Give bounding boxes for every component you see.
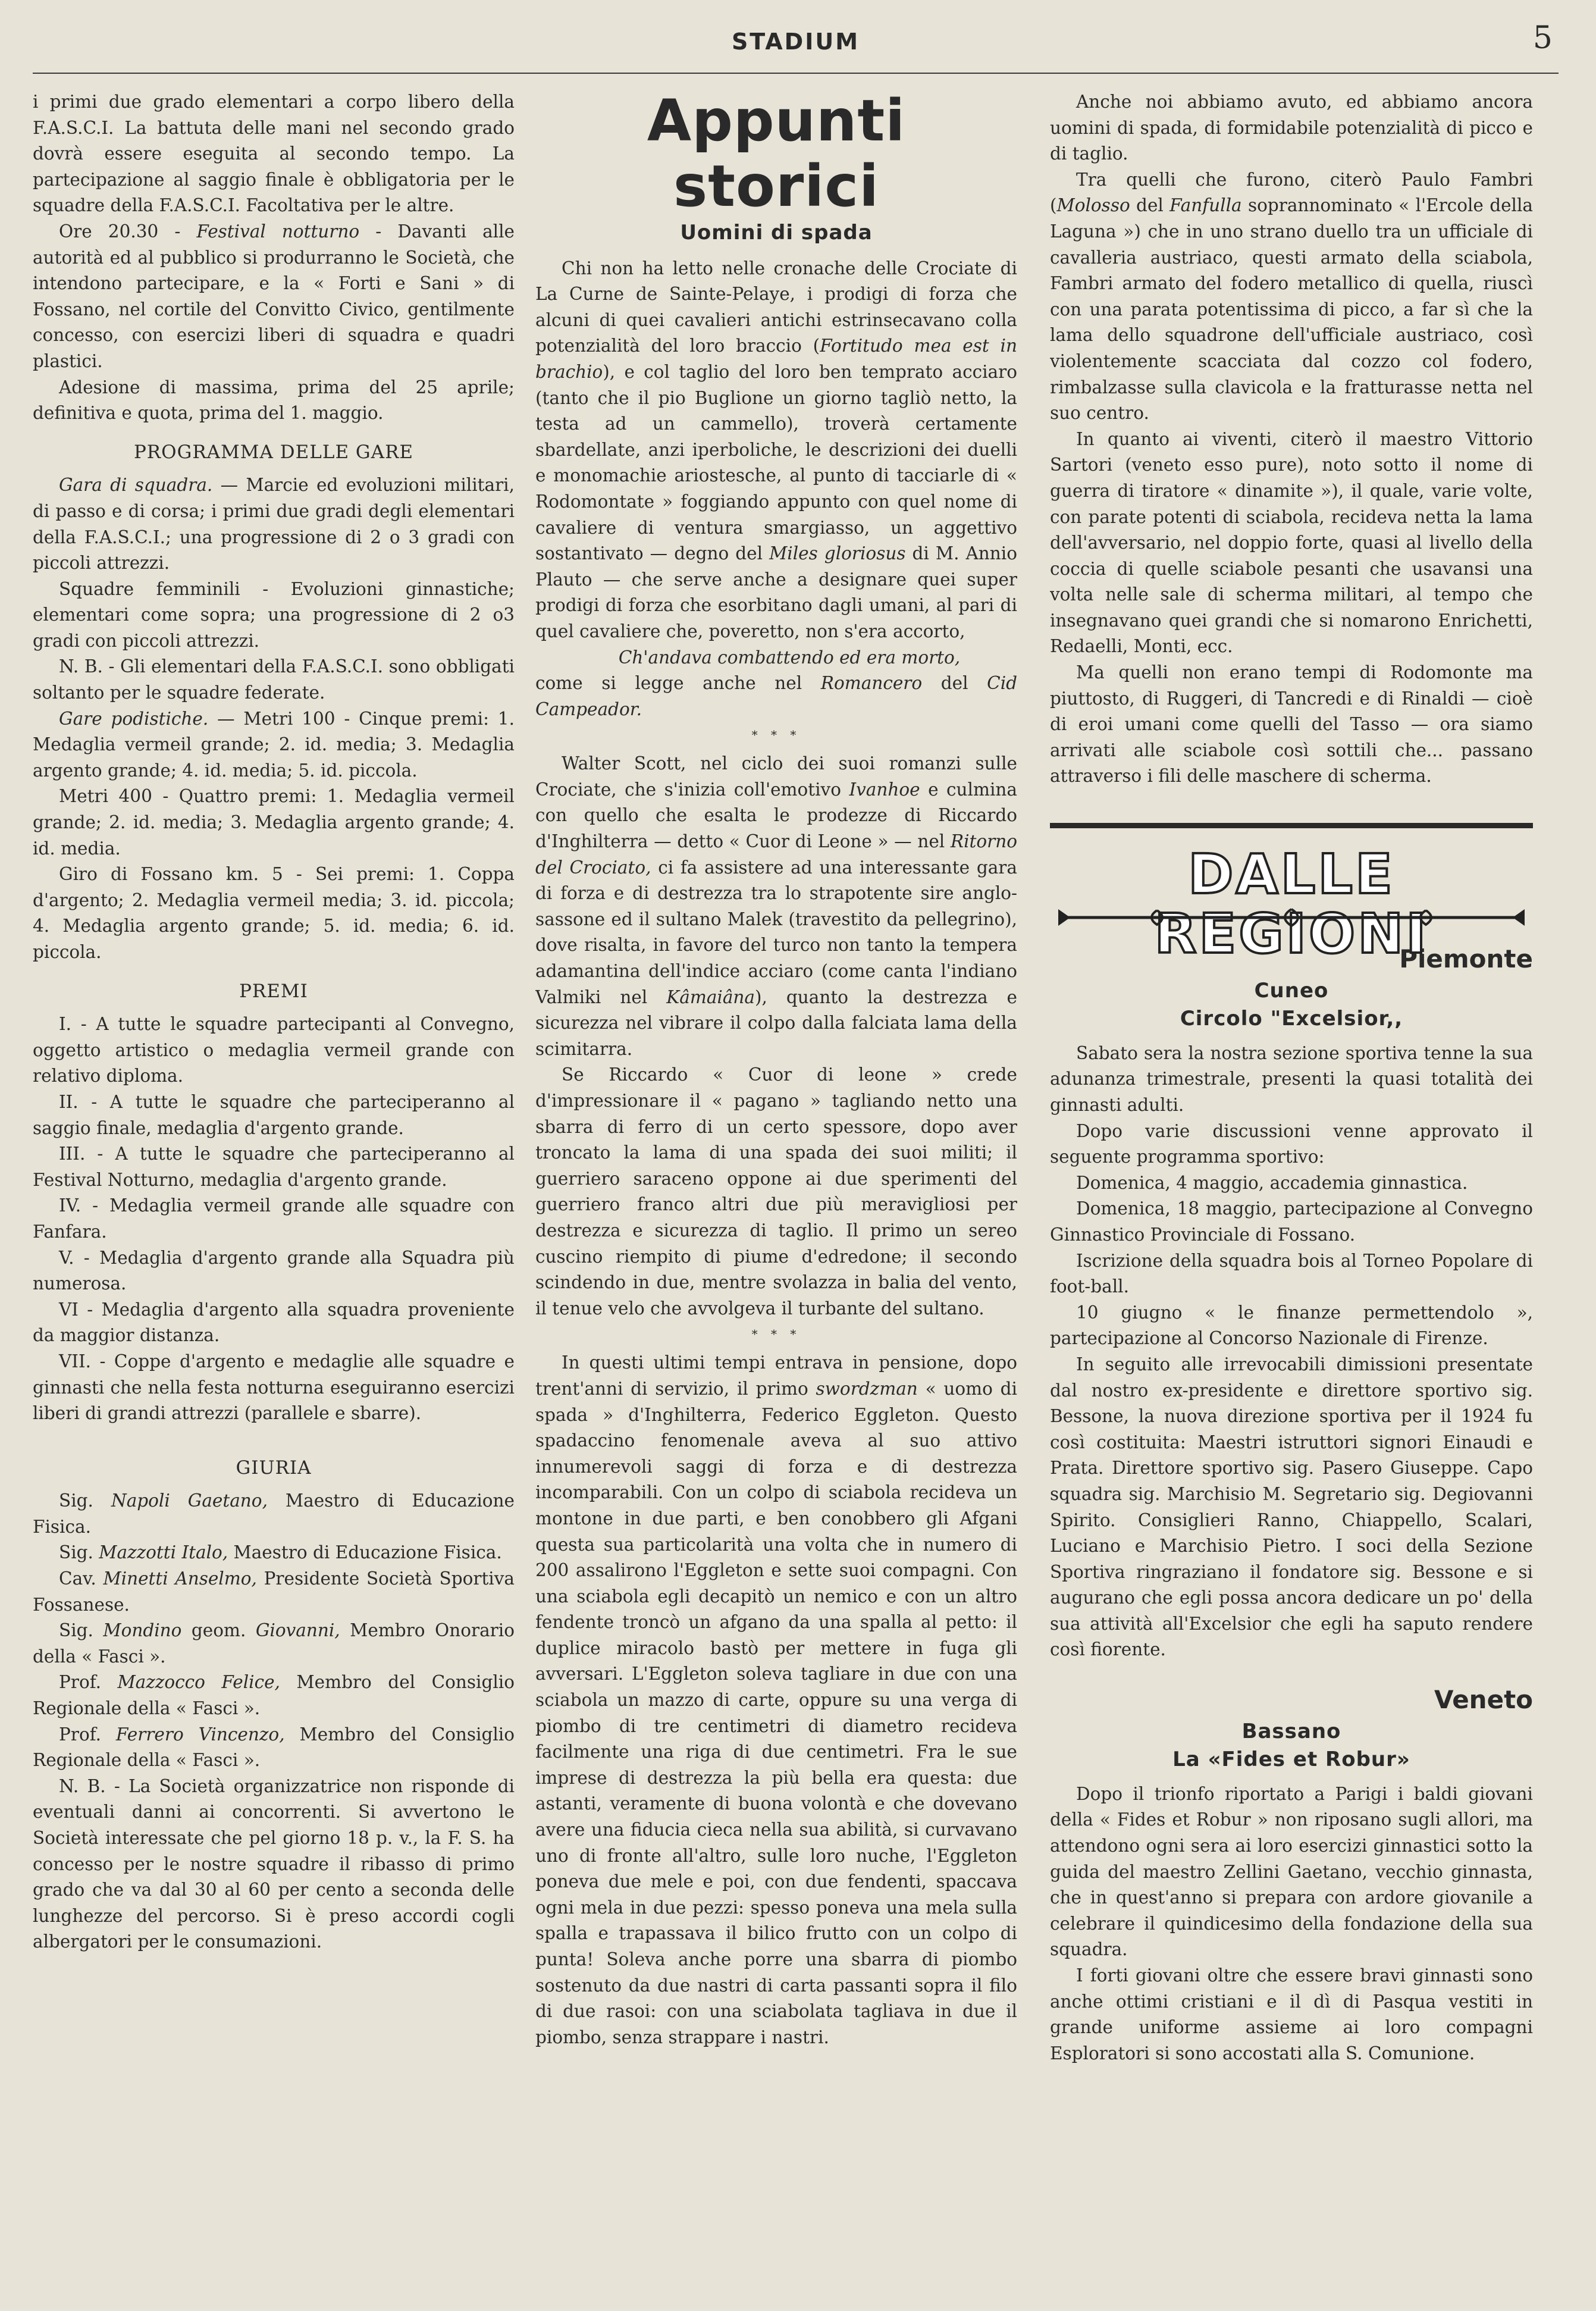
paragraph: Metri 400 - Quattro premi: 1. Medaglia vermeil grande; 2. id. media; 3. Medaglia argento grande; 4. id. media. (33, 786, 515, 859)
paragraph: Adesione di massima, prima del 25 aprile; definitiva e quota, prima del 1. maggio. (33, 377, 515, 424)
section-stars: * * * (751, 1327, 801, 1342)
paragraph: Sabato sera la nostra sezione sportiva tenne la sua adunanza trimestrale, presenti la quasi totalità dei ginnasti adulti. (1050, 1042, 1533, 1115)
paragraph: In quanto ai viventi, citerò il maestro Vittorio Sartori (veneto esso pure), noto sotto il nome di guerra di tiratore « dinamite »), il quale, varie volte, con parate potenti di sciabola, recideva netta la lama dell'avversario, nel doppio forte, quasi al livello della coccia di quelle sciabole pesanti che usavansi una volta nelle sale di scherma militari, al tempo che insegnavano quei grandi che si nomarono Enrichetti, Redaelli, Monti, ecc. (1050, 428, 1533, 657)
header-rule (33, 73, 1559, 74)
paragraph: Gare podistiche. — Metri 100 - Cinque premi: 1. Medaglia vermeil grande; 2. id. media; 3. Medaglia argento grande; 4. id. media; 5. id. piccola. (33, 708, 515, 781)
paragraph: N. B. - Gli elementari della F.A.S.C.I. sono obbligati soltanto per le squadre federate. (33, 656, 515, 703)
club-heading: La «Fides et Robur» (1172, 1748, 1410, 1772)
prize-item: VI - Medaglia d'argento alla squadra proveniente da maggior distanza. (33, 1299, 515, 1346)
jury-item: Sig. Mondino geom. Giovanni, Membro Onorario della « Fasci ». (33, 1620, 515, 1667)
paragraph: Dopo varie discussioni venne approvato il seguente programma sportivo: (1050, 1120, 1533, 1167)
paragraph: 10 giugno « le finanze permettendolo », partecipazione al Concorso Nazionale di Firenze. (1050, 1302, 1533, 1349)
paragraph: come si legge anche nel Romancero del Cid Campeador. (535, 673, 1017, 719)
paragraph: Tra quelli che furono, citerò Paulo Fambri (Molosso del Fanfulla soprannominato « l'Ercole della Laguna ») che in uno strano duello tra un ufficiale di cavalleria austriaco, questi armato della sciabola, Fambri armato del fodero metallico di quella, riuscì con una parata potentissima di picco, a far sì che la lama dello squadrone dell'ufficiale austriaco, così violentemente scacciata dal cozzo col fodero, rimbalzasse sulla clavicola e la fratturasse netta nel suo centro. (1050, 169, 1533, 424)
article-subtitle: Uomini di spada (680, 221, 873, 245)
jury-item: Prof. Mazzocco Felice, Membro del Consiglio Regionale della « Fasci ». (33, 1672, 515, 1719)
paragraph: i primi due grado elementari a corpo libero della F.A.S.C.I. La battuta delle mani nel secondo grado dovrà essere eseguita al secondo tempo. La partecipazione al saggio finale è obbligatoria per le squadre della F.A.S.C.I. Facoltativa per le altre. (33, 92, 515, 216)
verse-line: Ch'andava combattendo ed era morto, (618, 647, 961, 668)
section-stars: * * * (751, 728, 801, 743)
place-heading: Cuneo (1254, 978, 1329, 1003)
column-right (1050, 89, 1533, 2234)
paragraph: Ma quelli non erano tempi di Rodomonte ma piuttosto, di Ruggeri, di Tancredi e di Rinaldi — cioè di eroi umani come quelli del Tasso — ora siamo arrivati alle sciabole così sottili che... passano attraverso i fili delle maschere di scherma. (1050, 662, 1533, 787)
paragraph: Giro di Fossano km. 5 - Sei premi: 1. Coppa d'argento; 2. Medaglia vermeil media; 3. id. piccola; 4. Medaglia argento grande; 5. id. media; 6. id. piccola. (33, 864, 515, 962)
region-heading: Veneto (1434, 1685, 1533, 1715)
paragraph: Iscrizione della squadra bois al Torneo Popolare di foot-ball. (1050, 1250, 1533, 1297)
jury-item: Prof. Ferrero Vincenzo, Membro del Consiglio Regionale della « Fasci ». (33, 1724, 515, 1771)
paragraph: Domenica, 4 maggio, accademia ginnastica. (1076, 1172, 1468, 1193)
paragraph: Squadre femminili - Evoluzioni ginnastiche; elementari come sopra; una progressione di 2 o3 gradi con piccoli attrezzi. (33, 578, 515, 651)
jury-item: Sig. Mazzotti Italo, Maestro di Educazione Fisica. (59, 1542, 502, 1563)
article-title: Appunti storici (647, 88, 906, 220)
prize-item: V. - Medaglia d'argento grande alla Squadra più numerosa. (33, 1247, 515, 1294)
paragraph: In seguito alle irrevocabili dimissioni presentate dal nostro ex-presidente e direttore sportivo sig. Bessone, la nuova direzione sportiva per il 1924 fu così costituita: Maestri istruttori signori Einaudi e Prata. Direttore sportivo sig. Pasero Giuseppe. Capo squadra sig. Marchisio M. Segretario sig. Degiovanni Spirito. Consiglieri Ranno, Chiappello, Scalari, Luciano e Marchisio Pietro. I soci della Sezione Sportiva ringraziano il fondatore sig. Bessone e si augurano che egli possa ancora dedicare un po' della sua attività all'Excelsior che egli ha saputo rendere così fiorente. (1050, 1354, 1533, 1660)
paragraph: Se Riccardo « Cuor di leone » crede d'impressionare il « pagano » tagliando netto una sbarra di ferro di un certo spessore, dopo aver troncato la lama di una spada dei suoi militi; il guerriero saraceno oppone ai due sperimenti del guerriero franco altri due più meravigliosi per destrezza e sicurezza di taglio. Il primo un sereo cuscino riempito di piume d'edredone; il secondo scindendo in due, mentre svolazza in balia del vento, il tenue velo che avvolgeva il turbante del sultano. (535, 1064, 1017, 1319)
prize-item: III. - A tutte le squadre che parteciperanno al Festival Notturno, medaglia d'argento grande. (33, 1144, 515, 1190)
page-number: 5 (1532, 20, 1553, 56)
prize-item: VII. - Coppe d'argento e medaglie alle squadre e ginnasti che nella festa notturna eseguiranno esercizi liberi di grandi attrezzi (parallele e sbarre). (33, 1351, 515, 1424)
paragraph: Gara di squadra. — Marcie ed evoluzioni militari, di passo e di corsa; i primi due gradi degli elementari della F.A.S.C.I.; una progressione di 2 o 3 gradi con piccoli attrezzi. (33, 475, 515, 574)
paragraph: In questi ultimi tempi entrava in pensione, dopo trent'anni di servizio, il primo swordzman « uomo di spada » d'Inghilterra, Federico Eggleton. Questo spadaccino fenomenale aveva al suo attivo innumerevoli saggi di forza e di destrezza incomparabili. Con un colpo di sciabola recideva un montone in due parti, e ben conobbero gli Afgani questa sua particolarità una volta che in numero di 200 assalirono l'Eggleton e sette suoi compagni. Con una sciabola egli decapitò un nemico e con un altro fendente troncò un afgano da una spalla al petto: il duplice miracolo bastò per mettere in fuga gli avversari. L'Eggleton soleva tagliare in due con una sciabola un mazzo di carte, oppure su una verga di piombo di tre centimetri di diametro recideva facilmente una riga di due centimetri. Fra le sue imprese di destrezza la più bella era questa: due astanti, veramente di buona volontà e che dovevano avere una fiducia cieca nella sua abilità, si curvavano uno di fronte all'altro, sulle loro nuche, l'Eggleton poneva due mele e poi, con due fendenti, spaccava ogni mela in due pezzi: spesso poneva una mela sulla spalla e trapassava il bilico frutto con un colpo di punta! Soleva anche porre una sbarra di piombo sostenuto da due nastri di carta passanti sopra il filo di due rasoi: con una sciabolata tagliava in due il piombo, senza strappare i nastri. (535, 1352, 1017, 2047)
column-left (33, 89, 515, 2234)
paragraph: Anche noi abbiamo avuto, ed abbiamo ancora uomini di spada, di formidabile potenzialità di picco e di taglio. (1050, 92, 1533, 164)
jury-item: Sig. Napoli Gaetano, Maestro di Educazione Fisica. (33, 1490, 515, 1537)
prize-item: IV. - Medaglia vermeil grande alle squadre con Fanfara. (33, 1195, 515, 1242)
prize-item: I. - A tutte le squadre partecipanti al Convegno, oggetto artistico o medaglia vermeil grande con relativo diploma. (33, 1014, 515, 1086)
heading-premi: PREMI (239, 980, 308, 1002)
heading-programma: PROGRAMMA DELLE GARE (133, 441, 414, 463)
paragraph: N. B. - La Società organizzatrice non risponde di eventuali danni ai concorrenti. Si avvertono le Società interessate che pel giorno 18 p. v., la F. S. ha concesso per le nostre squadre il ribasso di primo grado che va dal 30 al 60 per cento a seconda delle lunghezze del percorso. Si è preso accordi cogli albergatori per le consumazioni. (33, 1775, 515, 1952)
region-heading: Piemonte (1399, 944, 1533, 974)
prize-item: II. - A tutte le squadre che parteciperanno al saggio finale, medaglia d'argento grande. (33, 1091, 515, 1138)
club-heading: Circolo "Excelsior,, (1180, 1007, 1403, 1031)
page-header (33, 20, 1559, 65)
paragraph: Chi non ha letto nelle cronache delle Crociate di La Curne de Sainte-Pelaye, i prodigi di forza che alcuni di quei cavalieri antichi estrinsecavano colla potenzialità del loro braccio (Fortitudo mea est in brachio), e col taglio del loro ben temprato acciaro (tanto che il pio Buglione un giorno tagliò netto, la testa ad un cammello), troverà certamente sbardellate, anzi iperboliche, le descrizioni dei duelli e monomachie ariostesche, al punto di tacciarle di « Rodomontate » foggiando appunto con quel nome di cavaliere di ventura smargiasso, un aggettivo sostantivato — degno del Miles gloriosus di M. Annio Plauto — che serve anche a designare quei super prodigi di forza che esorbitano dagli umani, al pari di quel cavaliere che, poveretto, non s'era accorto, (535, 258, 1017, 641)
ornament-rule-icon (1050, 904, 1533, 931)
paragraph: Ore 20.30 - Festival notturno - Davanti alle autorità ed al pubblico si produrranno le Società, che intendono partecipare, e la « Forti e Sani » di Fossano, nel cortile del Convitto Civico, gentilmente concesso, con esercizi liberi di squadra e quadri plastici. (33, 221, 515, 371)
heading-giuria: GIURIA (236, 1457, 312, 1479)
place-heading: Bassano (1241, 1719, 1341, 1743)
column-center (535, 88, 1017, 2234)
paragraph: Dopo il trionfo riportato a Parigi i baldi giovani della « Fides et Robur » non riposano sugli allori, ma attendono ogni sera ai loro esercizi ginnastici sotto la guida del maestro Zellini Gaetano, vecchio ginnasta, che in quest'anno si prepara con ardore giovanile a celebrare il quindicesimo della fondazione della sua squadra. (1050, 1783, 1533, 1960)
paragraph: Walter Scott, nel ciclo dei suoi romanzi sulle Crociate, che s'inizia coll'emotivo Ivanhoe e culmina con quello che esalta le prodezze di Riccardo d'Inghilterra — detto « Cuor di Leone » — nel Ritorno del Crociato, ci fa assistere ad una interessante gara di forza e di destrezza tra lo strapotente sire anglo-sassone ed il sultano Malek (travestito da pellegrino), dove risalta, in favore del turco non tanto la tempera adamantina dell'indice acciaro (come canta l'indiano Valmiki nel Kâmaiâna), quanto la destrezza e sicurezza nel vibrare il colpo dalla falciata lama della scimitarra. (535, 753, 1017, 1059)
section-divider (1050, 823, 1533, 828)
paragraph: Domenica, 18 maggio, partecipazione al Convegno Ginnastico Provinciale di Fossano. (1050, 1198, 1533, 1245)
jury-item: Cav. Minetti Anselmo, Presidente Società Sportiva Fossanese. (33, 1568, 515, 1615)
section-banner-title: DALLE REGIONI (1154, 843, 1429, 966)
masthead-title: STADIUM (731, 29, 860, 55)
paragraph: I forti giovani oltre che essere bravi ginnasti sono anche ottimi cristiani e il dì di Pasqua vestiti in grande uniforme assieme ai loro compagni Esploratori si sono accostati alla S. Comunione. (1050, 1965, 1533, 2063)
